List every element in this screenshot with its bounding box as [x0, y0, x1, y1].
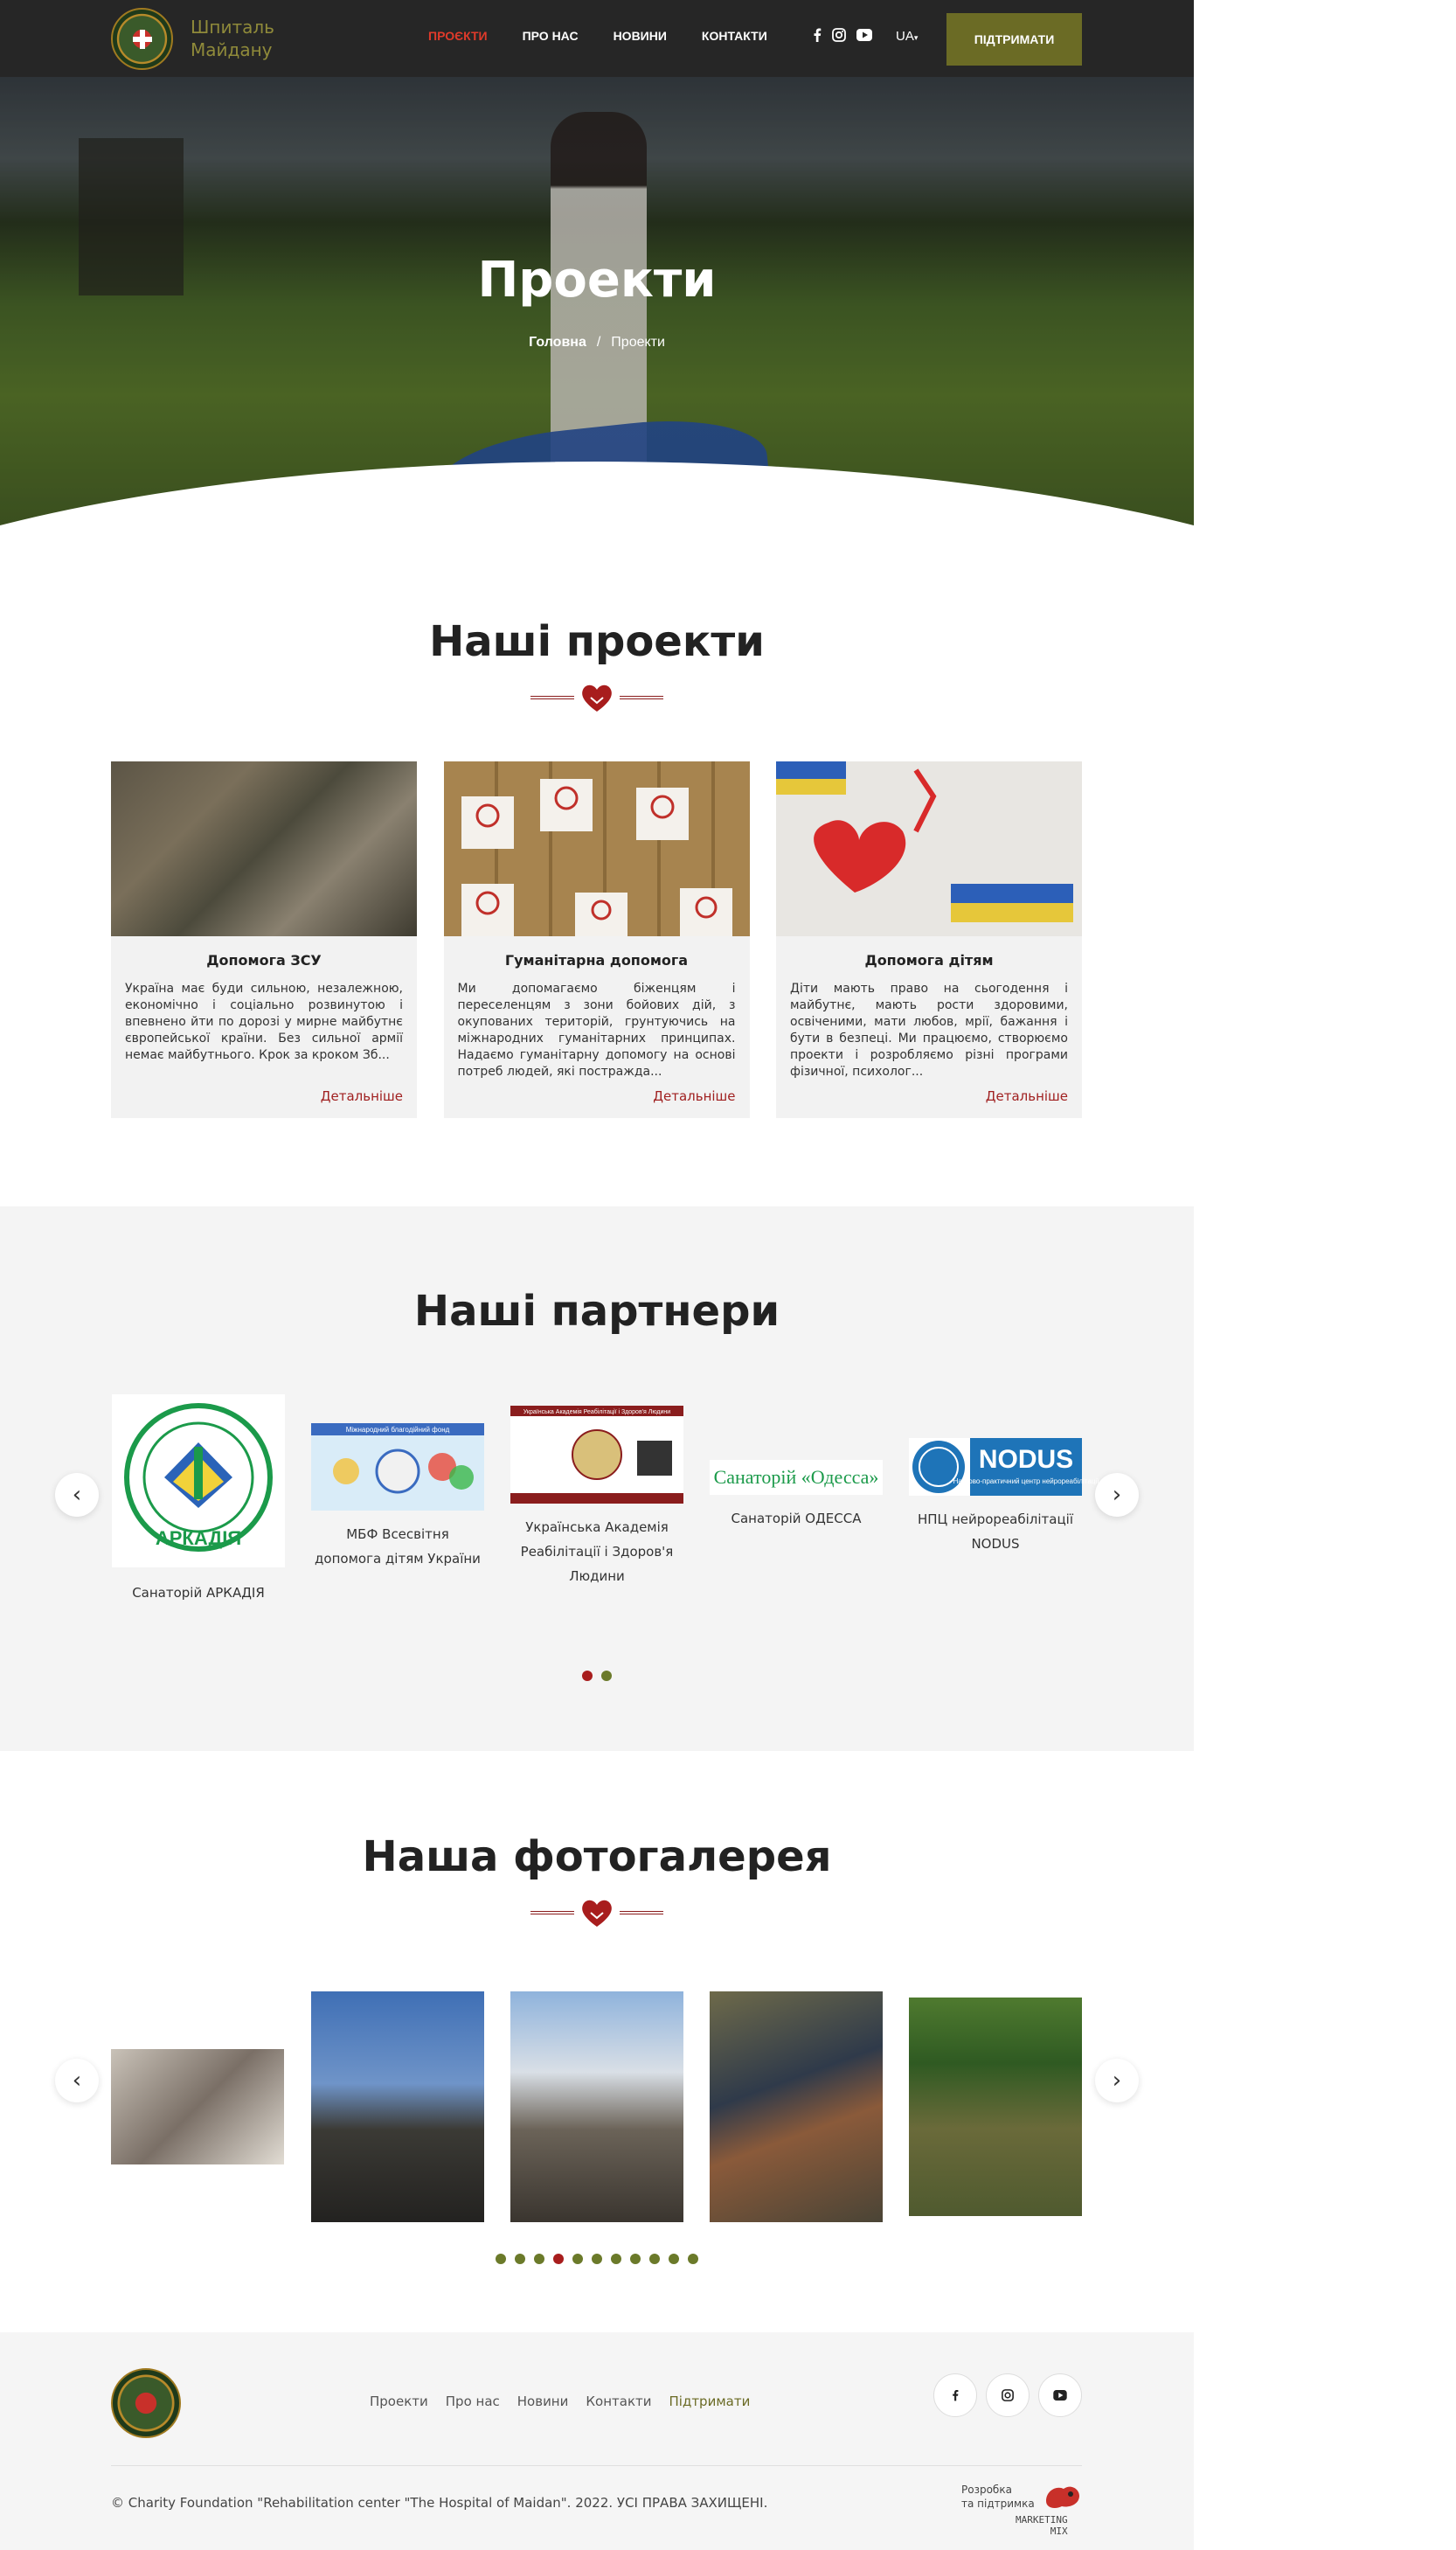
project-details-link[interactable]: Детальніше: [320, 1088, 403, 1104]
footer-nav: [370, 2394, 750, 2409]
copyright-text: © Charity Foundation "Rehabilitation center "The Hospital of Maidan". 2022. УСІ ПРАВА ЗАХИЩЕНІ.: [111, 2495, 768, 2511]
partner-logo-text: Українська Академія Реабілітації і Здоров'я Людини: [523, 1409, 671, 1415]
pagination-dot[interactable]: [496, 2254, 506, 2264]
developer-credit[interactable]: [961, 2483, 1035, 2511]
chevron-left-icon: ‹: [72, 1482, 82, 1508]
footer-divider: [111, 2465, 1082, 2466]
brand-name[interactable]: [191, 16, 295, 61]
chevron-left-icon: ‹: [72, 2067, 82, 2094]
heart-hands-icon: [579, 682, 614, 713]
site-header: [0, 0, 1194, 77]
footer-link-support[interactable]: Підтримати: [669, 2394, 751, 2409]
gallery-divider: [0, 1897, 1194, 1928]
pagination-dot[interactable]: [534, 2254, 544, 2264]
hero-banner: [0, 77, 1194, 532]
project-details-link[interactable]: Детальніше: [985, 1088, 1068, 1104]
chevron-right-icon: ›: [1112, 1482, 1122, 1508]
pagination-dot[interactable]: [601, 1671, 612, 1681]
project-card[interactable]: [444, 761, 750, 1118]
instagram-icon[interactable]: [832, 28, 846, 42]
partner-item[interactable]: [510, 1406, 683, 1588]
nav-item-about[interactable]: ПРО НАС: [522, 29, 579, 43]
partner-logo-odessa: [710, 1460, 883, 1495]
nav-item-projects[interactable]: ПРОЄКТИ: [428, 29, 488, 43]
language-label: UA: [896, 29, 914, 44]
footer-link-projects[interactable]: Проекти: [370, 2394, 428, 2409]
divider-line: [530, 1911, 574, 1914]
pagination-dot-active[interactable]: [582, 1671, 593, 1681]
project-title: Допомога дітям: [864, 952, 994, 969]
instagram-icon[interactable]: [986, 2373, 1030, 2417]
divider-line: [620, 696, 663, 699]
partner-item[interactable]: [710, 1460, 883, 1531]
brand-line-1: Шпиталь: [191, 17, 274, 38]
footer-link-contacts[interactable]: Контакти: [586, 2394, 652, 2409]
gallery-photo[interactable]: [510, 1991, 683, 2222]
boxes-illustration: [444, 761, 750, 936]
heart-hands-icon: [579, 1897, 614, 1928]
partner-logo-text: Санаторій «Одесса»: [713, 1466, 879, 1488]
project-title: Гуманітарна допомога: [504, 952, 689, 969]
projects-list: [111, 761, 1082, 1118]
page-title: Проекти: [477, 252, 717, 309]
facebook-icon[interactable]: [813, 28, 822, 42]
partner-name: Українська Академія Реабілітації і Здоров'я Людини: [520, 1519, 674, 1584]
logo[interactable]: [111, 8, 173, 70]
partner-name: Санаторій ОДЕССА: [731, 1511, 862, 1526]
project-image-humanitarian: [444, 761, 750, 936]
pagination-dot[interactable]: [630, 2254, 641, 2264]
breadcrumb-home[interactable]: Головна: [529, 335, 586, 350]
project-text: Ми допомагаємо біженцям і переселенцям з зони бойових дій, з окупованих територій, грунтуючись на міжнародних гуманітарних принципах. Надаємо гуманітарну допомогу на основі потреб людей, які постражда...: [457, 982, 736, 1079]
projects-title: Наші проекти: [429, 617, 765, 666]
youtube-icon[interactable]: [856, 29, 872, 41]
partner-name: Санаторій АРКАДІЯ: [132, 1585, 265, 1601]
breadcrumb: [0, 335, 1194, 351]
gallery-title: Наша фотогалерея: [362, 1832, 832, 1881]
gallery-photo[interactable]: [311, 1991, 484, 2222]
partners-pagination: [0, 1671, 1194, 1681]
divider-line: [620, 1911, 663, 1914]
facebook-icon[interactable]: [933, 2373, 977, 2417]
partner-name: НПЦ нейрореабілітації NODUS: [917, 1511, 1074, 1552]
partners-title: Наші партнери: [413, 1287, 780, 1336]
footer-logo[interactable]: [111, 2368, 181, 2438]
partner-logo-subtext: Науково-практичний центр нейрореабілітації: [953, 1477, 1099, 1485]
footer-link-about[interactable]: Про нас: [445, 2394, 500, 2409]
support-button[interactable]: ПІДТРИМАТИ: [946, 13, 1082, 66]
header-social: [813, 28, 872, 42]
language-selector[interactable]: [896, 29, 918, 44]
breadcrumb-separator: /: [596, 335, 601, 350]
gallery-prev-button[interactable]: [55, 2059, 99, 2102]
partner-logo-text: Міжнародний благодійний фонд: [345, 1426, 450, 1434]
youtube-icon[interactable]: [1038, 2373, 1082, 2417]
gallery-pagination: [0, 2254, 1194, 2264]
projects-divider: [0, 682, 1194, 713]
partner-logo-academy: [510, 1406, 683, 1504]
project-card[interactable]: [111, 761, 417, 1118]
pagination-dot[interactable]: [688, 2254, 698, 2264]
main-nav: [428, 29, 767, 43]
partner-item[interactable]: [111, 1394, 286, 1605]
pagination-dot[interactable]: [515, 2254, 525, 2264]
developer-line-1: Розробка: [961, 2484, 1012, 2496]
developer-line-2: та підтримка: [961, 2498, 1035, 2510]
gallery-next-button[interactable]: [1095, 2059, 1139, 2102]
site-footer: [0, 2332, 1194, 2550]
project-image-zsu: [111, 761, 417, 936]
pagination-dot-active[interactable]: [553, 2254, 564, 2264]
partners-prev-button[interactable]: [55, 1473, 99, 1517]
caret-down-icon: ▾: [913, 33, 919, 42]
developer-brand-line-1: MARKETING: [1016, 2514, 1068, 2526]
partner-logo-text: NODUS: [978, 1445, 1074, 1474]
pagination-dot[interactable]: [592, 2254, 602, 2264]
breadcrumb-current: Проекти: [611, 335, 665, 350]
partner-item[interactable]: [909, 1438, 1099, 1556]
partner-logo-nodus: [909, 1438, 1099, 1496]
partner-logo-text: АРКАДІЯ: [155, 1527, 242, 1549]
gallery-photo[interactable]: [111, 2049, 284, 2164]
partner-item[interactable]: [311, 1423, 484, 1571]
pagination-dot[interactable]: [572, 2254, 583, 2264]
partner-name: МБФ Всесвітня допомога дітям України: [315, 1526, 481, 1567]
partner-logo-world-help: [311, 1423, 484, 1511]
project-image-children: [776, 761, 1082, 936]
partner-logo-arkadia: [112, 1394, 285, 1567]
footer-link-news[interactable]: Новини: [517, 2394, 569, 2409]
pagination-dot[interactable]: [669, 2254, 679, 2264]
cross-icon: [133, 30, 152, 49]
gallery-photo[interactable]: [909, 1998, 1082, 2216]
nav-item-contacts[interactable]: КОНТАКТИ: [701, 29, 767, 43]
developer-brand: [1016, 2514, 1068, 2537]
nav-item-news[interactable]: НОВИНИ: [613, 29, 667, 43]
project-title: Допомога ЗСУ: [206, 952, 322, 969]
children-drawing: [776, 761, 1082, 936]
partners-next-button[interactable]: [1095, 1473, 1139, 1517]
gallery-photo[interactable]: [710, 1991, 883, 2222]
project-text: Україна має буди сильною, незалежною, економічно і соціально розвинутою і впевнено йти по дорозі у мирне майбутнє європейської країни. Без сильної армії немає майбутнього. Крок за кроком Зб...: [125, 982, 403, 1062]
project-text: Діти мають право на сьогодення і майбутнє, мають рости здоровими, освіченими, мати любов, мрії, бажання і бути в безпеці. Ми працюємо, створюємо проекти і розробляємо різні програми фізичної, психолог...: [790, 982, 1068, 1079]
pagination-dot[interactable]: [611, 2254, 621, 2264]
pagination-dot[interactable]: [649, 2254, 660, 2264]
footer-social: [933, 2373, 1082, 2417]
divider-line: [530, 696, 574, 699]
marketing-mix-logo-icon: [1044, 2484, 1081, 2510]
project-card[interactable]: [776, 761, 1082, 1118]
developer-brand-line-2: MIX: [1050, 2526, 1068, 2537]
brand-line-2: Майдану: [191, 39, 273, 60]
chevron-right-icon: ›: [1112, 2067, 1122, 2094]
project-details-link[interactable]: Детальніше: [653, 1088, 736, 1104]
